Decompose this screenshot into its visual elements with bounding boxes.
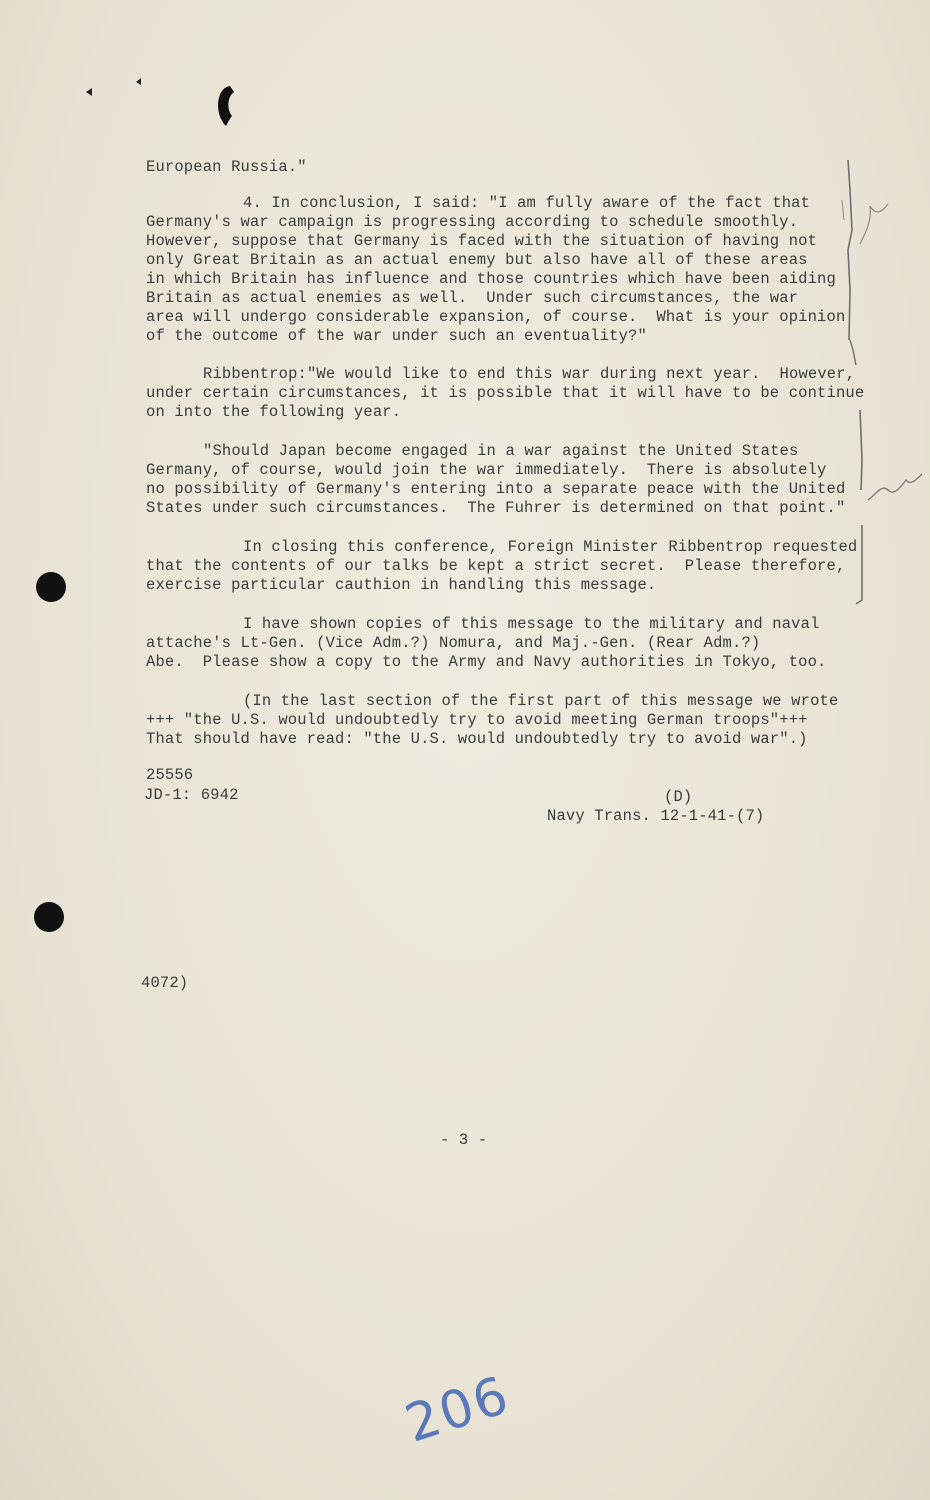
ribbentrop-line-1: Ribbentrop:"We would like to end this war during next year. However,	[203, 365, 856, 383]
page-number: - 3 -	[440, 1131, 488, 1149]
paragraph-4-line-6: Britain as actual enemies as well. Under such circumstances, the war	[146, 289, 799, 307]
correction-line-1: (In the last section of the first part of this message we wrote	[243, 692, 839, 710]
opening-line: European Russia."	[146, 158, 307, 176]
ribbentrop-line-2: under certain circumstances, it is possible that it will have to be continue	[146, 384, 865, 402]
paragraph-4-line-3: However, suppose that Germany is faced with the situation of having not	[146, 232, 818, 250]
paragraph-4-line-8: of the outcome of the war under such an eventuality?"	[146, 327, 647, 345]
paragraph-4-line-5: in which Britain has influence and those countries which have been aiding	[146, 270, 836, 288]
punch-hole-upper	[36, 572, 66, 602]
correction-line-3: That should have read: "the U.S. would undoubtedly try to avoid war".)	[146, 730, 808, 748]
file-reference: 4072)	[141, 974, 189, 992]
closing-line-2: that the contents of our talks be kept a strict secret. Please therefore,	[146, 557, 846, 575]
paragraph-4-line-7: area will undergo considerable expansion, of course. What is your opinion	[146, 308, 846, 326]
japan-line-1: "Should Japan become engaged in a war against the United States	[203, 442, 799, 460]
copies-line-3: Abe. Please show a copy to the Army and Navy authorities in Tokyo, too.	[146, 653, 827, 671]
ribbentrop-line-3: on into the following year.	[146, 403, 402, 421]
navy-trans: Navy Trans. 12-1-41-(7)	[547, 807, 765, 825]
serial-number: 25556	[146, 766, 194, 784]
japan-line-2: Germany, of course, would join the war immediately. There is absolutely	[146, 461, 827, 479]
paragraph-4-line-1: 4. In conclusion, I said: "I am fully aware of the fact that	[243, 194, 811, 212]
smudge-mark-icon	[80, 78, 250, 158]
closing-line-1: In closing this conference, Foreign Minister Ribbentrop requested	[243, 538, 858, 556]
copies-line-1: I have shown copies of this message to the military and naval	[243, 615, 820, 633]
copies-line-2: attache's Lt-Gen. (Vice Adm.?) Nomura, and Maj.-Gen. (Rear Adm.?)	[146, 634, 761, 652]
classification-code: (D)	[664, 788, 693, 806]
jd-number: JD-1: 6942	[144, 786, 239, 804]
japan-line-4: States under such circumstances. The Fuhrer is determined on that point."	[146, 499, 846, 517]
margin-bracket-icon	[820, 160, 925, 620]
punch-hole-lower	[34, 902, 64, 932]
handwritten-page-number: 206	[398, 1365, 517, 1455]
paragraph-4-line-2: Germany's war campaign is progressing according to schedule smoothly.	[146, 213, 799, 231]
correction-line-2: +++ "the U.S. would undoubtedly try to avoid meeting German troops"+++	[146, 711, 808, 729]
japan-line-3: no possibility of Germany's entering into a separate peace with the United	[146, 480, 846, 498]
closing-line-3: exercise particular cauthion in handling this message.	[146, 576, 657, 594]
paragraph-4-line-4: only Great Britain as an actual enemy but also have all of these areas	[146, 251, 808, 269]
